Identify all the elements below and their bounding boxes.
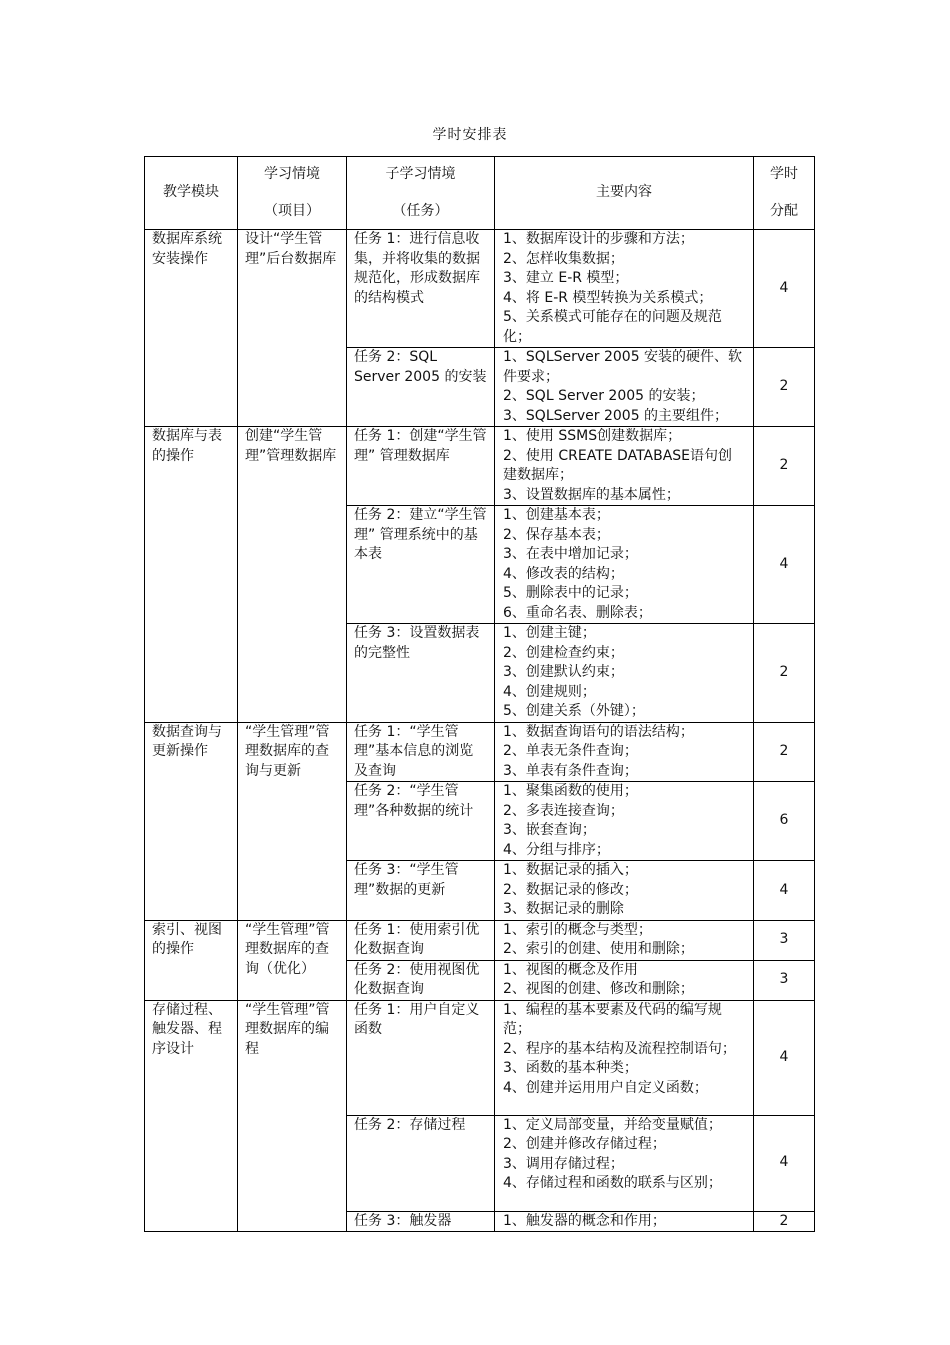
hours-cell: 4 bbox=[754, 1000, 815, 1115]
module-cell: 索引、视图的操作 bbox=[145, 920, 238, 1000]
hours-cell: 4 bbox=[754, 1115, 815, 1211]
content-cell bbox=[495, 1000, 754, 1115]
header-hours: 学时 分配 bbox=[754, 157, 815, 230]
content-line: 5、关系模式可能存在的问题及规范化； bbox=[503, 309, 722, 345]
content-line: 1、索引的概念与类型； bbox=[503, 921, 652, 938]
content-line: 3、SQLServer 2005 的主要组件； bbox=[503, 407, 729, 424]
content-line: 3、数据记录的删除 bbox=[503, 901, 624, 917]
project-cell: “学生管理”管理数据库的查询（优化） bbox=[238, 920, 347, 1000]
module-cell: 存储过程、触发器、程序设计 bbox=[145, 1000, 238, 1232]
task-cell: 任务 3：设置数据表的完整性 bbox=[347, 624, 495, 723]
task-cell: 任务 2：“学生管理”各种数据的统计 bbox=[347, 782, 495, 861]
content-line: 6、重命名表、删除表； bbox=[503, 604, 652, 621]
task-row bbox=[145, 427, 815, 506]
content-cell bbox=[495, 348, 754, 427]
content-line: 2、创建并修改存储过程； bbox=[503, 1136, 666, 1152]
content-line: 3、在表中增加记录； bbox=[503, 546, 638, 562]
content-line: 1、定义局部变量，并给变量赋值； bbox=[503, 1116, 722, 1133]
content-line: 3、建立 E-R 模型； bbox=[503, 270, 629, 286]
header-situation: 学习情境 （项目） bbox=[238, 157, 347, 230]
content-line: 5、创建关系（外键）； bbox=[503, 703, 645, 719]
content-cell bbox=[495, 861, 754, 921]
content-line: 2、视图的创建、修改和删除； bbox=[503, 981, 694, 997]
content-line: 2、保存基本表； bbox=[503, 526, 610, 543]
content-line: 2、使用 CREATE DATABASE语句创建数据库； bbox=[503, 447, 733, 483]
hours-cell: 3 bbox=[754, 920, 815, 960]
content-line: 2、单表无条件查询； bbox=[503, 743, 638, 759]
content-line: 1、触发器的概念和作用； bbox=[503, 1212, 666, 1229]
schedule-body bbox=[145, 230, 815, 1232]
module-cell: 数据库系统安装操作 bbox=[145, 230, 238, 427]
project-cell: “学生管理”管理数据库的查询与更新 bbox=[238, 722, 347, 920]
task-row bbox=[145, 722, 815, 782]
content-line: 1、数据库设计的步骤和方法； bbox=[503, 231, 694, 247]
content-line: 1、创建主键； bbox=[503, 625, 596, 641]
content-line: 4、将 E-R 模型转换为关系模式； bbox=[503, 289, 713, 306]
header-module: 教学模块 bbox=[145, 157, 238, 230]
task-cell: 任务 1：用户自定义函数 bbox=[347, 1000, 495, 1115]
content-line: 3、嵌套查询； bbox=[503, 822, 596, 838]
hours-cell: 2 bbox=[754, 722, 815, 782]
content-cell bbox=[495, 782, 754, 861]
content-line: 4、创建规则； bbox=[503, 683, 596, 700]
content-line: 2、多表连接查询； bbox=[503, 802, 624, 819]
hours-cell: 4 bbox=[754, 861, 815, 921]
task-row bbox=[145, 920, 815, 960]
task-cell: 任务 3：触发器 bbox=[347, 1211, 495, 1232]
task-row bbox=[145, 230, 815, 348]
hours-cell: 2 bbox=[754, 624, 815, 723]
task-row bbox=[145, 1000, 815, 1115]
content-cell bbox=[495, 624, 754, 723]
task-cell: 任务 2：SQL Server 2005 的安装 bbox=[347, 348, 495, 427]
content-cell bbox=[495, 960, 754, 1000]
content-line: 1、聚集函数的使用； bbox=[503, 783, 638, 799]
task-cell: 任务 1：使用索引优化数据查询 bbox=[347, 920, 495, 960]
content-line: 3、创建默认约束； bbox=[503, 664, 624, 680]
project-cell: 创建“学生管理”管理数据库 bbox=[238, 427, 347, 723]
content-line: 2、索引的创建、使用和删除； bbox=[503, 941, 694, 957]
content-line: 4、存储过程和函数的联系与区别； bbox=[503, 1175, 722, 1191]
hours-cell: 4 bbox=[754, 230, 815, 348]
content-cell bbox=[495, 722, 754, 782]
task-cell: 任务 1：创建“学生管理” 管理数据库 bbox=[347, 427, 495, 506]
content-line: 4、分组与排序； bbox=[503, 841, 610, 858]
content-line: 1、SQLServer 2005 安装的硬件、软件要求； bbox=[503, 349, 743, 385]
header-row bbox=[145, 157, 815, 230]
content-line: 3、函数的基本种类； bbox=[503, 1060, 638, 1076]
project-cell: 设计“学生管理”后台数据库 bbox=[238, 230, 347, 427]
content-line: 1、编程的基本要素及代码的编写规范； bbox=[503, 1001, 722, 1037]
content-line: 4、修改表的结构； bbox=[503, 565, 624, 582]
module-cell: 数据库与表的操作 bbox=[145, 427, 238, 723]
content-line: 2、程序的基本结构及流程控制语句； bbox=[503, 1040, 736, 1057]
content-line: 2、创建检查约束； bbox=[503, 644, 624, 661]
task-cell: 任务 2：存储过程 bbox=[347, 1115, 495, 1211]
task-cell: 任务 2：建立“学生管理” 管理系统中的基本表 bbox=[347, 506, 495, 624]
module-cell: 数据查询与更新操作 bbox=[145, 722, 238, 920]
content-line: 1、创建基本表； bbox=[503, 507, 610, 523]
header-content: 主要内容 bbox=[495, 157, 754, 230]
content-cell bbox=[495, 230, 754, 348]
hours-cell: 2 bbox=[754, 427, 815, 506]
task-cell: 任务 3：“学生管理”数据的更新 bbox=[347, 861, 495, 921]
content-cell bbox=[495, 1211, 754, 1232]
task-cell: 任务 1：进行信息收集，并将收集的数据规范化，形成数据库的结构模式 bbox=[347, 230, 495, 348]
project-cell: “学生管理”管理数据库的编程 bbox=[238, 1000, 347, 1232]
hours-cell: 2 bbox=[754, 348, 815, 427]
content-cell bbox=[495, 506, 754, 624]
document-title: 学时安排表 bbox=[432, 127, 508, 143]
content-cell bbox=[495, 427, 754, 506]
content-line: 1、视图的概念及作用 bbox=[503, 961, 638, 978]
content-line: 3、设置数据库的基本属性； bbox=[503, 486, 680, 503]
content-line: 3、单表有条件查询； bbox=[503, 762, 638, 779]
task-cell: 任务 2：使用视图优化数据查询 bbox=[347, 960, 495, 1000]
content-line: 3、调用存储过程； bbox=[503, 1155, 624, 1172]
content-line: 1、数据记录的插入； bbox=[503, 862, 638, 878]
hours-cell: 4 bbox=[754, 506, 815, 624]
hours-cell: 2 bbox=[754, 1211, 815, 1232]
content-line: 2、SQL Server 2005 的安装； bbox=[503, 388, 705, 404]
header-sub-situation: 子学习情境 （任务） bbox=[347, 157, 495, 230]
content-line: 2、怎样收集数据； bbox=[503, 250, 624, 267]
task-cell: 任务 1：“学生管理”基本信息的浏览及查询 bbox=[347, 722, 495, 782]
content-cell bbox=[495, 920, 754, 960]
content-line: 1、使用 SSMS创建数据库； bbox=[503, 428, 682, 444]
hours-cell: 6 bbox=[754, 782, 815, 861]
content-line: 4、创建并运用用户自定义函数； bbox=[503, 1079, 708, 1096]
content-line: 2、数据记录的修改； bbox=[503, 881, 638, 898]
schedule-table bbox=[144, 156, 815, 1232]
content-line: 5、删除表中的记录； bbox=[503, 585, 638, 601]
hours-cell: 3 bbox=[754, 960, 815, 1000]
content-line: 1、数据查询语句的语法结构； bbox=[503, 723, 694, 740]
content-cell bbox=[495, 1115, 754, 1211]
